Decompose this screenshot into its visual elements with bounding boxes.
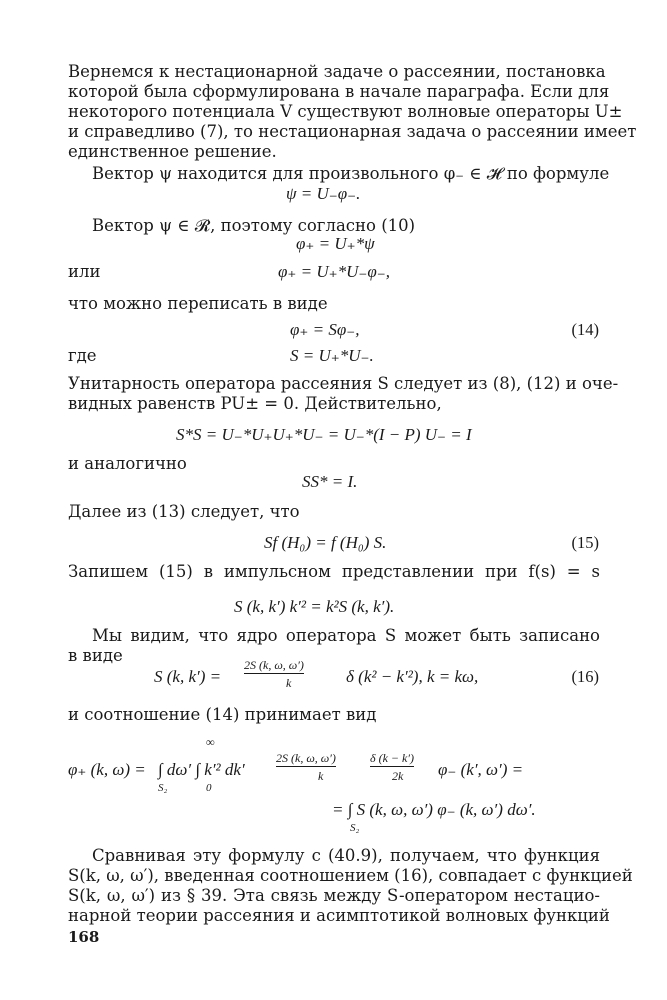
equation-16-lhs: S (k, k′) = bbox=[154, 667, 222, 686]
paragraph-line: S(k, ω, ω′) из § 39. Эта связь между S-оператором нестацио- bbox=[68, 886, 600, 905]
equation-number: (15) bbox=[571, 533, 599, 552]
paragraph-line: и справедливо (7), то нестационарная задача о рассеянии имеет bbox=[68, 122, 637, 141]
equation-15: Sf (H₀) = f (H₀) S. bbox=[264, 533, 387, 552]
paragraph-line: Сравнивая эту формулу с (40.9), получаем, что функция bbox=[92, 846, 600, 865]
paragraph-line: Далее из (13) следует, что bbox=[68, 502, 300, 521]
equation-big-integrals: ∫ dω′ ∫ k′² dk′ bbox=[158, 760, 245, 779]
equation-16-rhs: δ (k² − k′²), k = kω, bbox=[346, 667, 479, 686]
paragraph-line: и аналогично bbox=[68, 454, 187, 473]
integral-lower-limit: S₂ bbox=[158, 782, 168, 794]
paragraph-line: и соотношение (14) принимает вид bbox=[68, 705, 377, 724]
integral-lower-limit: S₂ bbox=[350, 822, 360, 834]
paragraph-line: Вектор ψ находится для произвольного φ₋ ∈ 𝓗 по формуле bbox=[92, 164, 610, 183]
paragraph-line: в виде bbox=[68, 646, 123, 665]
page-number: 168 bbox=[68, 928, 100, 946]
equation-big-tail: φ₋ (k′, ω′) = bbox=[438, 760, 524, 779]
paragraph-word: где bbox=[68, 346, 97, 365]
equation-number: (16) bbox=[571, 667, 599, 686]
equation-kernel-k: S (k, k′) k′² = k²S (k, k′). bbox=[234, 597, 395, 616]
paragraph-line: S(k, ω, ω′), введенная соотношением (16), совпадает с функцией bbox=[68, 866, 633, 885]
paragraph-line: нарной теории рассеяния и асимптотикой волновых функций bbox=[68, 906, 610, 925]
integral-upper-limit: ∞ bbox=[206, 735, 215, 749]
paragraph-line: единственное решение. bbox=[68, 142, 277, 161]
equation-16-fraction-top: 2S (k, ω, ω′) bbox=[244, 658, 304, 672]
paragraph-line: Вернемся к нестационарной задаче о рассеянии, постановка bbox=[68, 62, 606, 81]
paragraph-word: или bbox=[68, 262, 101, 281]
equation-unitarity: S*S = U₋*U₊U₊*U₋ = U₋*(I − P) U₋ = I bbox=[176, 425, 472, 444]
fraction-bottom: k bbox=[318, 769, 324, 783]
equation-psi: ψ = U₋φ₋. bbox=[286, 184, 361, 203]
paragraph-line: что можно переписать в виде bbox=[68, 294, 328, 313]
integral-lower-limit: 0 bbox=[206, 782, 212, 794]
paragraph-line: Вектор ψ ∈ 𝓡, поэтому согласно (10) bbox=[92, 216, 416, 235]
equation-S-def: S = U₊*U₋. bbox=[290, 346, 374, 365]
fraction-bottom: 2k bbox=[392, 769, 404, 783]
equation-number: (14) bbox=[571, 320, 599, 339]
paragraph-line: которой была сформулирована в начале параграфа. Если для bbox=[68, 82, 610, 101]
paragraph-line: Мы видим, что ядро оператора S может быть записано bbox=[92, 626, 600, 645]
paragraph-line: Запишем (15) в импульсном представлении при f(s) = s bbox=[68, 562, 600, 581]
fraction-top: 2S (k, ω, ω′) bbox=[276, 751, 336, 765]
fraction-top: δ (k − k′) bbox=[370, 751, 414, 765]
equation-SS: SS* = I. bbox=[302, 472, 358, 491]
equation-phi-plus: φ₊ = U₊*ψ bbox=[296, 234, 375, 253]
equation-big-line2: = ∫ S (k, ω, ω′) φ₋ (k, ω′) dω′. bbox=[332, 800, 536, 819]
paragraph-line: некоторого потенциала V существуют волновые операторы U± bbox=[68, 102, 623, 121]
equation-14: φ₊ = Sφ₋, bbox=[290, 320, 360, 339]
paragraph-line: видных равенств PU± = 0. Действительно, bbox=[68, 394, 442, 413]
equation-16-fraction-bottom: k bbox=[286, 676, 292, 690]
paragraph-line: Унитарность оператора рассеяния S следует из (8), (12) и оче- bbox=[68, 374, 619, 393]
equation-phi-plus-2: φ₊ = U₊*U₋φ₋, bbox=[278, 262, 390, 281]
equation-big-lhs: φ₊ (k, ω) = bbox=[68, 760, 146, 779]
